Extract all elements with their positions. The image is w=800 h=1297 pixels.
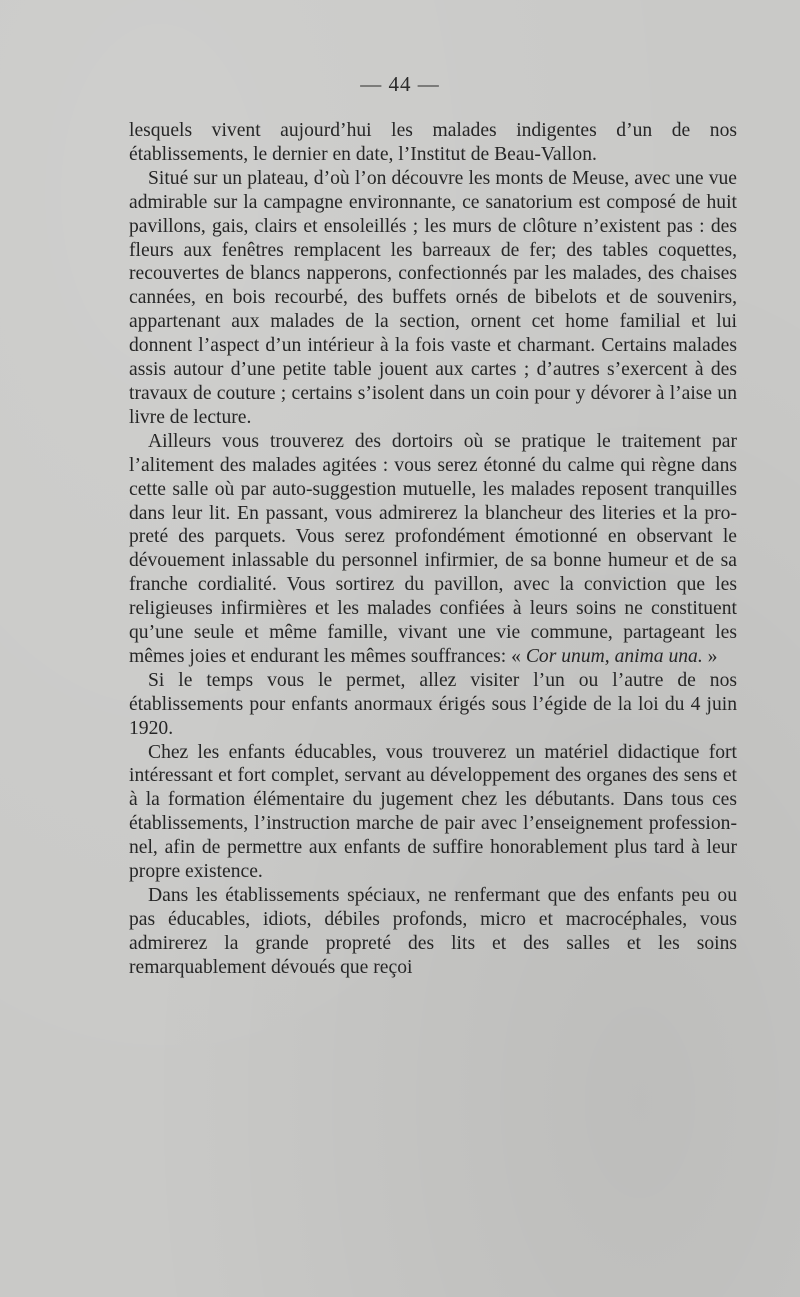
paragraph-sanatorium: Situé sur un plateau, d’où l’on découvre les monts de Meuse, avec une vue admirable sur la campagne environnante, ce sanatorium est composé de huit pavillons, gais, clairs et ensoleillés ; les murs de clôture n’existent pas : des fleurs aux fenêtres remplacent les barreaux de fer; des tables coquettes, recouvertes de blancs napperons, confectionnés par les malades, des chaises cannées, en bois recourbé, des buffets ornés de bibelots et de souvenirs, appartenant aux malades de la section, ornent cet home familial et lui donnent l’aspect d’un intérieur à la fois vaste et charmant. Certains malades assis autour d’une petite table jouent aux cartes ; d’autres s’exercent à des travaux de couture ; certains s’isolent dans un coin pour y dévorer à l’aise un livre de lecture. <box>129 167 737 428</box>
paragraph-continued: lesquels vivent aujourd’hui les malades indigentes d’un de nos établissements, le dernier en date, l’Institut de Beau-Vallon. <box>129 120 737 165</box>
latin-quote: Cor unum, anima una. <box>525 645 703 667</box>
paragraph-visite: Si le temps vous le permet, allez visiter l’un ou l’autre de nos établissements pour enfants anormaux érigés sous l’égide de la loi du 4 juin 1920. <box>129 669 737 739</box>
paragraph-dortoirs-text: Ailleurs vous trouverez des dortoirs où se pratique le traitement par l’alitement des malades agitées : vous serez étonné du calme qui règne dans cette salle où par auto-suggestion mutuelle, les malades reposent tranquilles dans leur lit. En passant, vous admirerez la blancheur des literies et la propreté des parquets. Vous serez profondément émotionné en observant le dévouement inlassable du personnel infirmier, de sa bonne humeur et de sa franche cordialité. Vous sortirez du pavillon, avec la conviction que les religieuses infirmières et les malades confiées à leurs soins ne constituent qu’une seule et même famille, vivant une vie commune, partageant les mêmes joies et endurant les mêmes souffrances: « <box>129 430 737 667</box>
paragraph-educables: Chez les enfants éducables, vous trouverez un matériel didactique fort intéressant et fort complet, servant au développement des organes des sens et à la formation élémentaire du jugement chez les débutants. Dans tous ces établissements, l’instruction marche de pair avec l’enseignement professionnel, afin de permettre aux enfants de suffire honorablement plus tard à leur propre existence. <box>129 741 737 883</box>
body-text <box>129 119 737 980</box>
quote-close: » <box>702 645 718 667</box>
paragraph-dortoirs <box>129 430 737 669</box>
paragraph-speciaux: Dans les établissements spéciaux, ne renfermant que des enfants peu ou pas éducables, idiots, débiles profonds, micro et macrocéphales, vous admirerez la grande propreté des lits et des salles et les soins remarquablement dévoués que reçoi <box>129 885 737 978</box>
page-number: — 44 — <box>360 72 440 96</box>
